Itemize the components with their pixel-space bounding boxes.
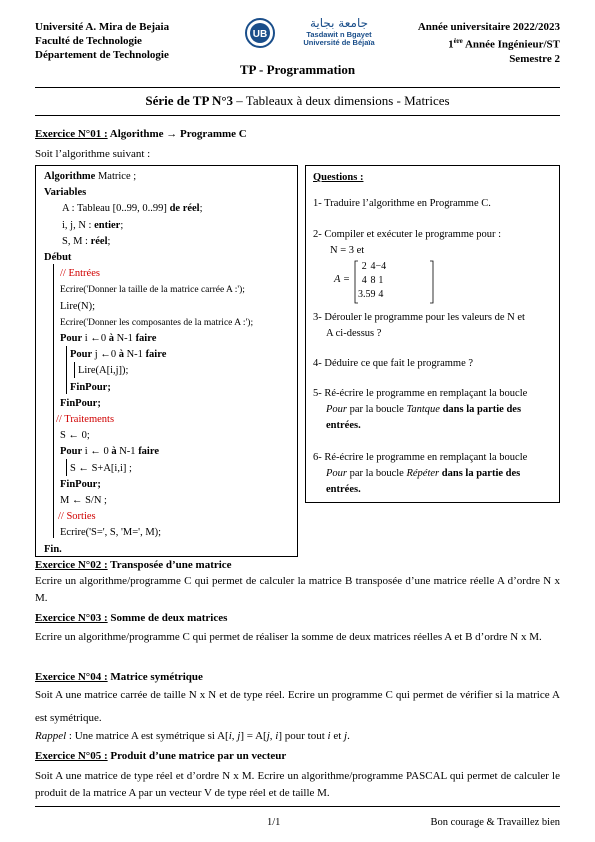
footer-message: Bon courage & Travaillez bien bbox=[430, 817, 560, 828]
question-6: 6- Ré-écrire le programme en remplaçant la boucle bbox=[313, 452, 528, 463]
algo-line: Lire(A[i,j]); bbox=[78, 365, 129, 377]
algorithm-code bbox=[44, 169, 294, 558]
algo-line: Ecrire('Donner la taille de la matrice carrée A :'); bbox=[60, 285, 245, 296]
matrix-row: 4 8 1 bbox=[361, 275, 384, 286]
algo-line: Ecrire('Donner les composantes de la matrice A :'); bbox=[60, 317, 254, 328]
matrix-table bbox=[358, 260, 386, 302]
ex4-rappel: Rappel : Une matrice A est symétrique si A[i, j] = A[j, i] pour tout i et j. bbox=[35, 730, 350, 742]
algo-line: S ← 0; bbox=[60, 430, 90, 442]
algo-comment: // Sorties bbox=[58, 511, 96, 523]
question-1: 1- Traduire l’algorithme en Programme C. bbox=[313, 198, 491, 209]
algo-comment: // Traitements bbox=[56, 414, 115, 426]
question-5-cont: Pour par la boucle Tantque dans la partie des bbox=[326, 404, 522, 415]
matrix-row: 3.5 9 4 bbox=[358, 289, 384, 300]
algo-line: Pour i ← 0 à N-1 faire bbox=[60, 446, 159, 458]
algo-line: Algorithme Matrice ; bbox=[44, 171, 137, 182]
university-name: Université A. Mira de Bejaia bbox=[35, 21, 170, 33]
matrix-lhs: A = bbox=[334, 274, 350, 285]
question-5: 5- Ré-écrire le programme en remplaçant la boucle bbox=[313, 388, 528, 399]
algo-line: Variables bbox=[44, 187, 87, 199]
page-number: 1/1 bbox=[267, 817, 281, 828]
matrix-row: 2 4 −4 bbox=[361, 261, 387, 272]
algo-line: Début bbox=[44, 252, 72, 264]
algo-line: Fin. bbox=[44, 543, 62, 555]
svg-text:UB: UB bbox=[252, 29, 268, 40]
question-6-end: entrées. bbox=[326, 484, 361, 495]
ex3-heading: Exercice N°03 : Somme de deux matrices bbox=[35, 612, 228, 624]
algo-line: Pour j ←0 à N-1 faire bbox=[70, 349, 167, 361]
ex5-heading: Exercice N°05 : Produit d’une matrice par un vecteur bbox=[35, 750, 287, 762]
question-2-n: N = 3 et bbox=[330, 245, 365, 256]
algo-line: FinPour; bbox=[60, 397, 101, 409]
algo-line: S ← S+A[i,i] ; bbox=[70, 462, 132, 474]
algo-line: A : Tableau [0..99, 0..99] de réel; bbox=[62, 203, 203, 215]
algo-line: S, M : réel; bbox=[62, 235, 111, 247]
question-4: 4- Déduire ce que fait le programme ? bbox=[313, 358, 474, 369]
department-name: Département de Technologie bbox=[35, 49, 169, 61]
algo-line: M ← S/N ; bbox=[60, 495, 107, 507]
ex3-text: Ecrire un algorithme/programme C qui permet de réaliser la somme de deux matrices réelles A et B d’ordre N x M. bbox=[35, 631, 542, 643]
question-2: 2- Compiler et exécuter le programme pour : bbox=[313, 229, 502, 240]
academic-year: Année universitaire 2022/2023 bbox=[417, 21, 560, 33]
page-title: TP - Programmation bbox=[239, 62, 356, 77]
logo-line1: Tasdawit n Bgayet bbox=[306, 30, 372, 39]
title-divider bbox=[35, 87, 560, 88]
algorithm-box bbox=[35, 165, 298, 557]
ex1-intro: Soit l’algorithme suivant : bbox=[35, 148, 151, 160]
serie-title: Série de TP N°3 – Tableaux à deux dimensions - Matrices bbox=[145, 93, 450, 108]
algo-line: FinPour; bbox=[60, 478, 101, 490]
study-level: 1ère Année Ingénieur/ST bbox=[448, 37, 560, 51]
faculty-name: Faculté de Technologie bbox=[35, 35, 142, 47]
footer-divider bbox=[35, 806, 560, 807]
semester: Semestre 2 bbox=[509, 52, 560, 65]
ex5-text: Soit A une matrice de type réel et d’ordre N x M. Ecrire un algorithme/programme PASCAL qui permet de calculer le produit de la matrice A par un vecteur V de type réel et de taille M. bbox=[35, 770, 560, 799]
algo-line: FinPour; bbox=[70, 381, 111, 393]
algo-line: Pour i ←0 à N-1 faire bbox=[60, 333, 157, 345]
header-left bbox=[35, 20, 169, 62]
logo-emblem-icon bbox=[242, 17, 282, 49]
header-right bbox=[418, 20, 560, 66]
algo-comment: // Entrées bbox=[60, 268, 100, 280]
ex2-heading: Exercice N°02 : Transposée d’une matrice bbox=[35, 559, 232, 571]
ex4-text: Soit A une matrice carrée de taille N x N et de type réel. Ecrire un programme C qui permet de vérifier si la matrice A est symétrique. bbox=[35, 689, 560, 724]
ex1-heading: Exercice N°01 : Algorithme → Programme C bbox=[35, 128, 247, 140]
algo-line: Ecrire('S=', S, 'M=', M); bbox=[60, 527, 162, 539]
ex4-heading: Exercice N°04 : Matrice symétrique bbox=[35, 671, 203, 683]
question-3: 3- Dérouler le programme pour les valeurs de N et bbox=[313, 312, 525, 323]
algo-line: Lire(N); bbox=[60, 300, 95, 312]
algo-line: i, j, N : entier; bbox=[62, 219, 124, 231]
logo-arabic-text: جامعة بجاية bbox=[309, 16, 369, 30]
serie-divider bbox=[35, 115, 560, 116]
question-3-cont: A ci-dessus ? bbox=[326, 328, 382, 339]
question-5-end: entrées. bbox=[326, 420, 361, 431]
question-6-cont: Pour par la boucle Répéter dans la partie des bbox=[326, 468, 521, 479]
questions-box bbox=[305, 165, 560, 503]
university-logo bbox=[242, 17, 392, 49]
ex2-text: Ecrire un algorithme/programme C qui permet de calculer la matrice B transposée d’une matrice réelle A d’ordre N x M. bbox=[35, 575, 560, 604]
logo-line2: Université de Béjaïa bbox=[303, 38, 375, 47]
questions-heading: Questions : bbox=[313, 172, 364, 183]
